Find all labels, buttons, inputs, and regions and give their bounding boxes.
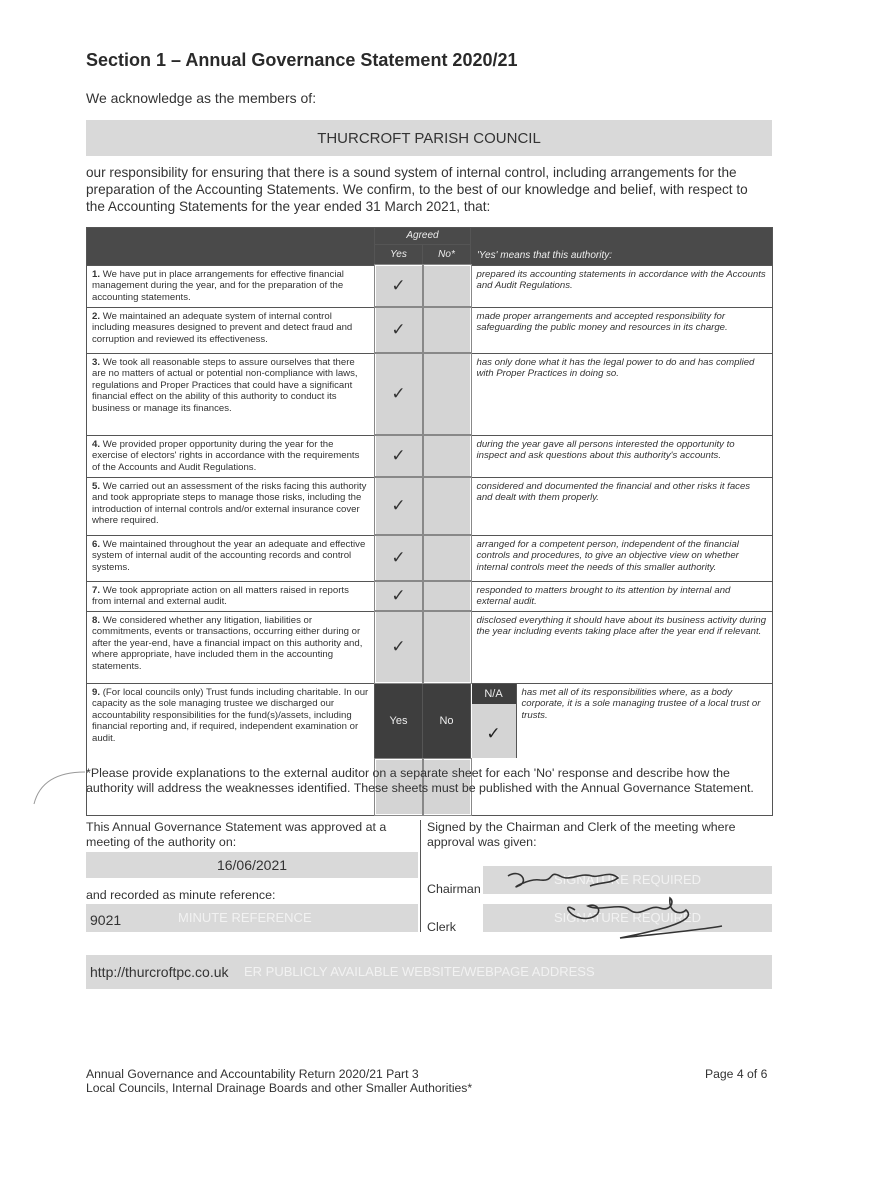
agreed-header: Agreed (375, 228, 471, 245)
yes-checkbox[interactable]: ✓ (375, 477, 423, 535)
row-meaning: considered and documented the financial and other risks it faces and dealt with them properly. (471, 477, 773, 535)
row-meaning: during the year gave all persons interested the opportunity to inspect and ask questions about this authority's accounts. (471, 435, 773, 477)
minute-reference-field[interactable] (86, 904, 418, 932)
minute-ghost-text: MINUTE REFERENCE (178, 910, 312, 925)
table-row (87, 307, 773, 353)
row9-statement: 9. (For local councils only) Trust funds including charitable. In our capacity as the sole managing trustee we discharged our accountability responsibilities for the fund(s)/assets, including financial reporting and, if required, independent examination or audit. (87, 683, 375, 815)
row-statement: 7. We took appropriate action on all matters raised in reports from internal and external audit. (87, 581, 375, 611)
row-statement: 1. We have put in place arrangements for effective financial management during the year, and for the preparation of the accounting statements. (87, 265, 375, 307)
website-value: http://thurcroftpc.co.uk (90, 964, 229, 980)
acknowledge-text: We acknowledge as the members of: (86, 90, 317, 106)
row9-na-label: N/A (472, 684, 516, 704)
table-header-blank (87, 228, 375, 266)
clerk-signature-field[interactable]: SIGNATURE REQUIRED (483, 904, 772, 932)
table-row (87, 435, 773, 477)
clerk-label: Clerk (427, 920, 456, 934)
website-ghost-text: ER PUBLICLY AVAILABLE WEBSITE/WEBPAGE ADDRESS (244, 964, 595, 979)
table-row (87, 581, 773, 611)
no-checkbox[interactable] (423, 611, 471, 683)
footer-line-1: Annual Governance and Accountability Return 2020/21 Part 3 (86, 1067, 419, 1081)
yes-means-header: 'Yes' means that this authority: (471, 228, 773, 266)
footnote: *Please provide explanations to the external auditor on a separate sheet for each 'No' response and describe how the authority will address the weaknesses identified. These sheets must be published with the Annual Governance Statement. (86, 766, 754, 795)
column-divider (420, 820, 421, 932)
row-meaning: disclosed everything it should have about its business activity during the year including events taking place after the year end if relevant. (471, 611, 773, 683)
no-column-header: No* (423, 245, 471, 266)
footer-line-2: Local Councils, Internal Drainage Boards and other Smaller Authorities* (86, 1081, 473, 1095)
row9-na-check[interactable]: ✓ (472, 704, 516, 758)
page-number: Page 4 of 6 (705, 1067, 768, 1081)
meeting-date-field[interactable]: 16/06/2021 (86, 852, 418, 878)
row-meaning: made proper arrangements and accepted responsibility for safeguarding the public money and resources in its charge. (471, 307, 773, 353)
table-row-9 (87, 683, 773, 759)
yes-checkbox[interactable]: ✓ (375, 535, 423, 581)
handwritten-signatures (500, 862, 730, 942)
no-checkbox[interactable] (423, 265, 471, 307)
governance-table (86, 227, 773, 816)
table-row (87, 353, 773, 435)
row-statement: 4. We provided proper opportunity during the year for the exercise of electors' rights in accordance with the requirements of the Accounts and Audit Regulations. (87, 435, 375, 477)
signed-text: Signed by the Chairman and Clerk of the meeting where approval was given: (427, 820, 736, 849)
clerk-signature (568, 898, 722, 938)
scan-mark (30, 770, 90, 810)
yes-checkbox[interactable]: ✓ (375, 265, 423, 307)
chairman-signature-field[interactable]: SIGNATURE REQUIRED (483, 866, 772, 894)
row-statement: 5. We carried out an assessment of the risks facing this authority and took appropriate steps to manage those risks, including the introduction of internal controls and/or external insurance cover where required. (87, 477, 375, 535)
section-title: Section 1 – Annual Governance Statement 2020/21 (86, 50, 518, 70)
website-field[interactable] (86, 955, 772, 989)
chairman-label: Chairman (427, 882, 481, 896)
approved-text: This Annual Governance Statement was approved at a meeting of the authority on: (86, 820, 387, 849)
row-statement: 2. We maintained an adequate system of internal control including measures designed to prevent and detect fraud and corruption and reviewed its effectiveness. (87, 307, 375, 353)
row-meaning: prepared its accounting statements in accordance with the Accounts and Audit Regulations. (471, 265, 773, 307)
row9-meaning: has met all of its responsibilities where, as a body corporate, it is a sole managing trustee of a local trust or trusts. (521, 686, 761, 721)
yes-checkbox[interactable]: ✓ (375, 611, 423, 683)
row9-yes-label: Yes (375, 683, 423, 759)
row-statement: 8. We considered whether any litigation, liabilities or commitments, events or transactions, occurring either during or after the year-end, have a financial impact on this authority and, where appropriate, have included them in the accounting statements. (87, 611, 375, 683)
minute-value: 9021 (90, 912, 122, 928)
table-row (87, 265, 773, 307)
no-checkbox[interactable] (423, 535, 471, 581)
row-statement: 6. We maintained throughout the year an adequate and effective system of internal audit of the accounting records and control systems. (87, 535, 375, 581)
row-meaning: responded to matters brought to its attention by internal and external audit. (471, 581, 773, 611)
yes-checkbox[interactable]: ✓ (375, 581, 423, 611)
row-statement: 3. We took all reasonable steps to assure ourselves that there are no matters of actual or potential non-compliance with laws, regulations and Proper Practices that could have a significant financial effect on the ability of this authority to conduct its business or manage its finances. (87, 353, 375, 435)
table-row (87, 535, 773, 581)
no-checkbox[interactable] (423, 353, 471, 435)
yes-checkbox[interactable]: ✓ (375, 353, 423, 435)
minute-label: and recorded as minute reference: (86, 888, 276, 902)
table-body (87, 265, 773, 683)
responsibility-text: our responsibility for ensuring that there is a sound system of internal control, including arrangements for the preparation of the Accounting Statements. We confirm, to the best of our knowledge and belief, with respect to the Accounting Statements for the year ended 31 March 2021, that: (86, 165, 748, 214)
table-row (87, 611, 773, 683)
no-checkbox[interactable] (423, 581, 471, 611)
no-checkbox[interactable] (423, 477, 471, 535)
yes-checkbox[interactable]: ✓ (375, 307, 423, 353)
yes-checkbox[interactable]: ✓ (375, 435, 423, 477)
yes-column-header: Yes (375, 245, 423, 266)
no-checkbox[interactable] (423, 435, 471, 477)
council-name-field (86, 120, 772, 156)
row-meaning: has only done what it has the legal power to do and has complied with Proper Practices in doing so. (471, 353, 773, 435)
council-name: THURCROFT PARISH COUNCIL (317, 129, 541, 147)
table-row (87, 477, 773, 535)
row9-no-label: No (423, 683, 471, 759)
row-meaning: arranged for a competent person, independent of the financial controls and procedures, to give an objective view on whether internal controls meet the needs of this smaller authority. (471, 535, 773, 581)
no-checkbox[interactable] (423, 307, 471, 353)
chairman-signature (508, 874, 618, 887)
footer-left (86, 1067, 472, 1095)
